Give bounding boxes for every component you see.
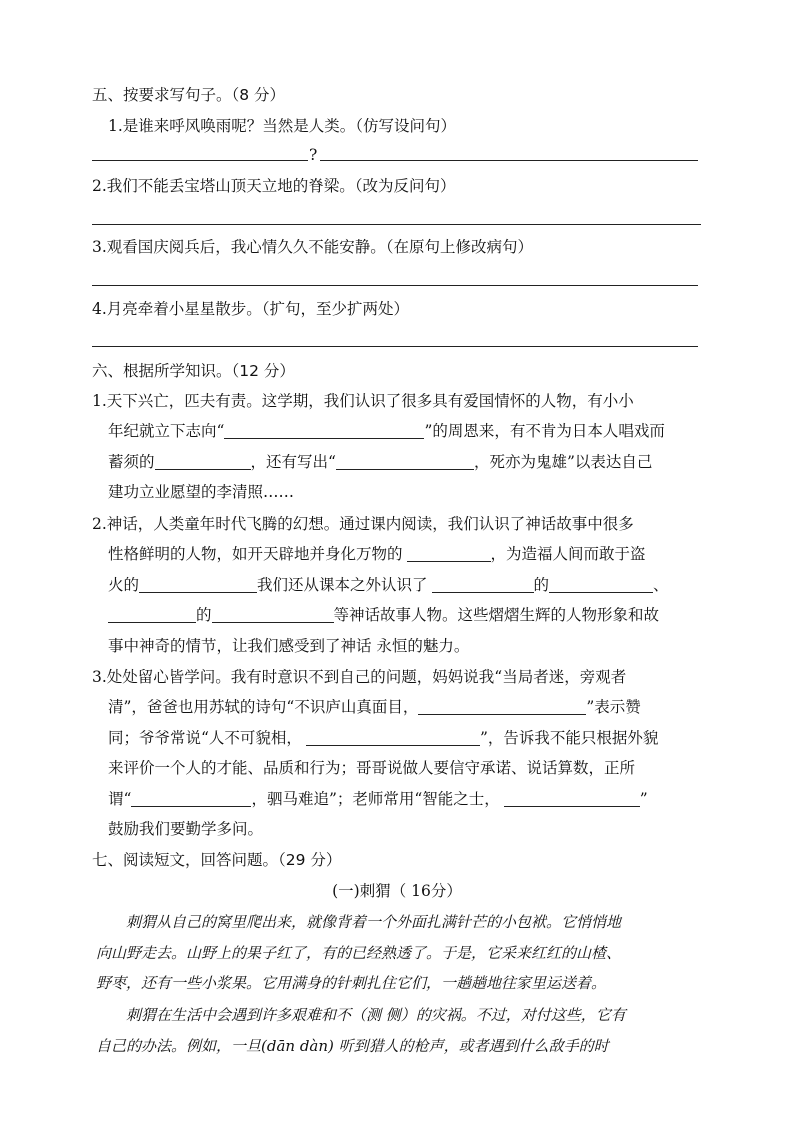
s6-q3-blank-4[interactable] bbox=[504, 790, 640, 807]
s5-question-3: 3.观看国庆阅兵后，我心情久久不能安静。（在原句上修改病句） bbox=[92, 238, 534, 256]
s6-q3-line-2 bbox=[108, 696, 641, 718]
s6-q1-blank-1[interactable] bbox=[224, 422, 424, 439]
s6-q3-blank-3[interactable] bbox=[131, 790, 251, 807]
s5-question-1: 1.是谁来呼风唤雨呢？当然是人类。（仿写设问句） bbox=[108, 117, 457, 135]
s6-q2-text-f: 、 bbox=[653, 576, 669, 594]
s6-q2-text-c: 火的 bbox=[108, 576, 140, 594]
passage-p2-line-2: 自己的办法。例如，一旦(dān dàn) 听到猎人的枪声，或者遇到什么敌手的时 bbox=[96, 1037, 609, 1055]
s6-q3-text-f: ，驷马难追”；老师常用“智能之士， bbox=[251, 790, 500, 808]
s6-q1-line-1: 1.天下兴亡，匹夫有责。这学期，我们认识了很多具有爱国情怀的人物，有小小 bbox=[92, 392, 634, 410]
s6-q2-text-d: 我们还从课本之外认识了 bbox=[257, 576, 428, 594]
s6-q3-text-b: ”表示赞 bbox=[586, 698, 641, 716]
s6-q2-blank-2[interactable] bbox=[139, 576, 257, 593]
s6-q1-line-3 bbox=[108, 451, 652, 473]
section-5-title: 五、按要求写句子。（8 分） bbox=[92, 86, 286, 104]
s6-q3-blank-2[interactable] bbox=[306, 729, 480, 746]
s6-q2-line-2 bbox=[108, 543, 646, 565]
s6-q1-blank-3[interactable] bbox=[336, 453, 474, 470]
s5-q4-answer-line[interactable] bbox=[92, 346, 698, 347]
s6-q2-text-g: 的 bbox=[196, 606, 212, 624]
s5-q1-answer-line-b[interactable] bbox=[320, 160, 698, 161]
passage-p1-line-3: 野枣，还有一些小浆果。它用满身的针刺扎住它们，一趟趟地往家里运送着。 bbox=[96, 974, 607, 992]
s6-q2-blank-6[interactable] bbox=[212, 606, 334, 623]
passage-1-title: (一)刺猬（ 16分） bbox=[332, 882, 462, 900]
s6-q1-text-e: ，死亦为鬼雄”以表达自己 bbox=[473, 453, 653, 471]
s6-q2-blank-4[interactable] bbox=[549, 576, 653, 593]
passage-p2-line-1: 刺猬在生活中会遇到许多艰难和不（测 侧）的灾祸。不过，对付这些，它有 bbox=[126, 1006, 626, 1024]
s6-q2-blank-3[interactable] bbox=[432, 576, 534, 593]
s5-q2-answer-line[interactable] bbox=[92, 224, 701, 225]
s6-q3-line-4: 来评价一个人的才能、品质和行为；哥哥说做人要信守承诺、说话算数，正所 bbox=[108, 759, 636, 777]
s5-q1-question-mark: ? bbox=[309, 146, 318, 164]
s6-q3-line-3 bbox=[108, 727, 658, 749]
passage-p1-line-2: 向山野走去。山野上的果子红了，有的已经熟透了。于是，它采来红红的山楂、 bbox=[96, 944, 622, 962]
s6-q3-text-a: 清”，爸爸也用苏轼的诗句“不识庐山真面目， bbox=[108, 698, 419, 716]
s6-q2-line-1: 2.神话，人类童年时代飞腾的幻想。通过课内阅读，我们认识了神话故事中很多 bbox=[92, 515, 634, 533]
section-7-title: 七、阅读短文，回答问题。（29 分） bbox=[92, 851, 342, 869]
s6-q2-text-h: 等神话故事人物。这些熠熠生辉的人物形象和故 bbox=[333, 606, 660, 624]
s6-q1-line-2 bbox=[108, 420, 665, 442]
s6-q2-text-a: 性格鲜明的人物，如开天辟地并身化万物的 bbox=[108, 545, 403, 563]
s5-question-4: 4.月亮牵着小星星散步。（扩句，至少扩两处） bbox=[92, 300, 410, 318]
s6-q1-blank-2[interactable] bbox=[155, 453, 251, 470]
s6-q3-text-d: ”，告诉我不能只根据外貌 bbox=[479, 729, 659, 747]
s6-q3-text-c: 同；爷爷常说“人不可貌相， bbox=[108, 729, 302, 747]
s6-q1-text-d: ，还有写出“ bbox=[250, 453, 336, 471]
s6-q3-line-6: 鼓励我们要勤学多问。 bbox=[108, 820, 264, 838]
s6-q3-line-5 bbox=[108, 788, 648, 810]
s5-q3-answer-line[interactable] bbox=[92, 285, 698, 286]
s6-q3-blank-1[interactable] bbox=[418, 698, 586, 715]
s6-q2-text-e: 的 bbox=[533, 576, 550, 594]
s6-q2-line-4 bbox=[108, 604, 659, 626]
s6-q1-text-b: ”的周恩来，有不肯为日本人唱戏而 bbox=[424, 422, 665, 440]
passage-p1-line-1: 刺猬从自己的窝里爬出来，就像背着一个外面扎满针芒的小包袱。它悄悄地 bbox=[126, 913, 622, 931]
s6-q2-line-3 bbox=[108, 574, 669, 596]
s6-q2-blank-1[interactable] bbox=[407, 545, 491, 562]
s6-q2-line-5: 事中神奇的情节，让我们感受到了神话 永恒的魅力。 bbox=[108, 637, 470, 655]
s6-q3-text-g: ” bbox=[639, 790, 648, 808]
s6-q2-text-b: ，为造福人间而敢于盗 bbox=[490, 545, 646, 563]
s6-q3-text-e: 谓“ bbox=[108, 790, 132, 808]
s6-q1-text-a: 年纪就立下志向“ bbox=[108, 422, 225, 440]
s6-q1-text-c: 蓄须的 bbox=[108, 453, 155, 471]
s6-q2-blank-5[interactable] bbox=[108, 606, 196, 623]
s6-q1-line-4: 建功立业愿望的李清照…… bbox=[108, 483, 295, 501]
s5-question-2: 2.我们不能丢宝塔山顶天立地的脊梁。（改为反问句） bbox=[92, 177, 456, 195]
section-6-title: 六、根据所学知识。（12 分） bbox=[92, 362, 295, 380]
s5-q1-answer-line-a[interactable] bbox=[92, 160, 308, 161]
s6-q3-line-1: 3.处处留心皆学问。我有时意识不到自己的问题，妈妈说我“当局者迷，旁观者 bbox=[92, 668, 627, 686]
